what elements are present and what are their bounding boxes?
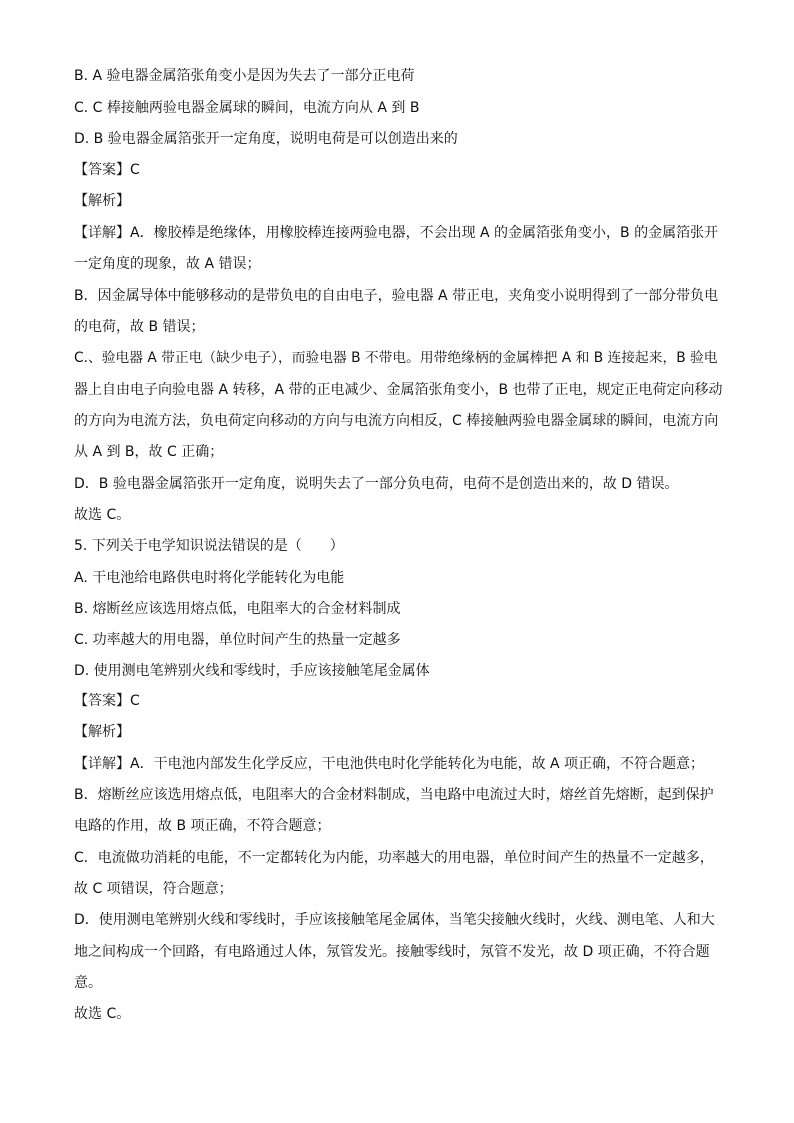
q4-detail-line: B．因金属导体中能够移动的是带负电的自由电子，验电器 A 带正电，夹角变小说明得到了一部分带负电	[74, 288, 719, 304]
q5-detail-line: 电路的作用，故 B 项正确，不符合题意；	[74, 818, 331, 834]
q5-detail-line: 【详解】A．干电池内部发生化学反应，干电池供电时化学能转化为电能，故 A 项正确，不符合题意；	[74, 756, 705, 772]
q4-detail-line: 的方向为电流方法，负电荷定向移动的方向与电流方向相反，C 棒接触两验电器金属球的瞬间，电流方向	[74, 413, 719, 429]
q5-detail-line: 地之间构成一个回路，有电路通过人体，氖管发光。接触零线时，氖管不发光，故 D 项正确，不符合题	[74, 944, 710, 960]
q5-answer: 【答案】C	[74, 693, 140, 709]
q5-conclusion: 故选 C。	[74, 1006, 131, 1022]
q4-analysis-label: 【解析】	[74, 193, 130, 209]
q4-option-b: B. A 验电器金属箔张角变小是因为失去了一部分正电荷	[74, 68, 415, 84]
q4-detail-line: 的电荷，故 B 错误；	[74, 319, 205, 335]
q5-detail-line: D．使用测电笔辨别火线和零线时，手应该接触笔尾金属体，当笔尖接触火线时，火线、测电笔、人和大	[74, 912, 715, 928]
q4-detail-line: 【详解】A．橡胶棒是绝缘体，用橡胶棒连接两验电器，不会出现 A 的金属箔张角变小，B 的金属箔张开	[74, 225, 719, 241]
q4-option-c: C. C 棒接触两验电器金属球的瞬间，电流方向从 A 到 B	[74, 100, 420, 116]
q5-analysis-label: 【解析】	[74, 724, 130, 740]
q5-option-b: B. 熔断丝应该选用熔点低，电阻率大的合金材料制成	[74, 601, 401, 617]
q4-detail-line: C.、验电器 A 带正电（缺少电子），而验电器 B 不带电。用带绝缘柄的金属棒把 A 和 B 连接起来，B 验电	[74, 350, 718, 366]
q4-detail-line: 一定角度的现象，故 A 错误；	[74, 256, 261, 272]
q5-detail-line: B．熔断丝应该选用熔点低，电阻率大的合金材料制成，当电路中电流过大时，熔丝首先熔断，起到保护	[74, 787, 714, 803]
q5-option-d: D. 使用测电笔辨别火线和零线时，手应该接触笔尾金属体	[74, 663, 430, 679]
q4-option-d: D. B 验电器金属箔张开一定角度，说明电荷是可以创造出来的	[74, 131, 458, 147]
q4-answer: 【答案】C	[74, 162, 140, 178]
q5-detail-line: 故 C 项错误，符合题意；	[74, 881, 233, 897]
q4-conclusion: 故选 C。	[74, 507, 131, 523]
q5-option-a: A. 干电池给电路供电时将化学能转化为电能	[74, 570, 345, 586]
q4-detail-line: D．B 验电器金属箔张开一定角度，说明失去了一部分负电荷，电荷不是创造出来的，故 D 错误。	[74, 476, 679, 492]
q5-option-c: C. 功率越大的用电器，单位时间产生的热量一定越多	[74, 632, 401, 648]
q5-question: 5. 下列关于电学知识说法错误的是（ ）	[74, 538, 344, 554]
q4-detail-line: 器上自由电子向验电器 A 转移，A 带的正电减少、金属箔张角变小，B 也带了正电，规定正电荷定向移动	[74, 382, 723, 398]
q5-detail-line: 意。	[74, 975, 102, 991]
q4-detail-line: 从 A 到 B，故 C 正确；	[74, 444, 224, 460]
q5-detail-line: C．电流做功消耗的电能，不一定都转化为内能，功率越大的用电器，单位时间产生的热量不一定越多，	[74, 850, 714, 866]
